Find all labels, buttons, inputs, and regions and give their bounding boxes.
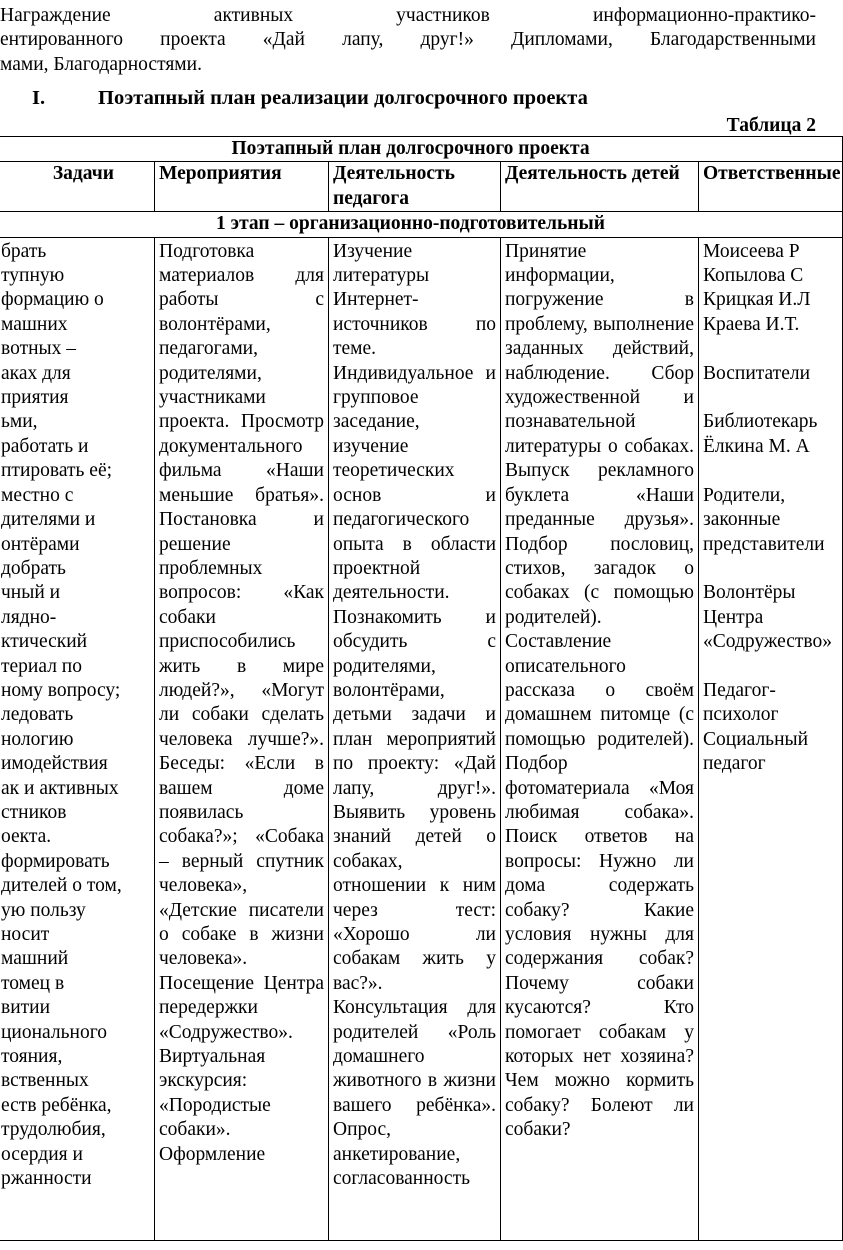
intro-line-2: ентированного проекта «Дай лапу, друг!» Дипломами, Благодарственными [0, 29, 816, 51]
cell-teacher-activity [329, 237, 501, 1240]
stage-1-label: 1 этап – организационно-подготовительный [0, 212, 843, 237]
cell-events [155, 237, 329, 1240]
responsible-text: Моисеева Р Копылова С Крицкая И.Л Краева И.Т. Воспитатели Библиотекарь Ёлкина М. А Родители, законные представители Волонтёры Центра «Содружество» Педагог- психолог Социальный педагог [703, 240, 832, 775]
stage-row [0, 212, 843, 237]
intro-line-1: Награждение активных участников информационно-практико- [0, 5, 816, 26]
table-title-row [0, 137, 843, 162]
cell-responsible [699, 237, 843, 1240]
table-title: Поэтапный план долгосрочного проекта [0, 137, 843, 162]
tasks-text: брать тупную формацию о машних вотных – аках для приятия ьми, работать и птировать её; местно с дителями и онтёрами добрать чный и лядно- ктический териал по ному вопросу; ледовать нологию имодействия ак и активных стников оекта. формировать дителей о том, ую пользу носит машний томец в витии ционального тояния, вственных еств ребёнка, трудолюбия, осердия и ржанности [1, 240, 122, 1190]
header-tasks: Задачи [0, 162, 155, 212]
plan-table [0, 136, 843, 1241]
header-responsible: Ответственные [699, 162, 843, 212]
children-activity-text: Принятие информации, погружение в проблему, выполнение заданных действий, наблюдение. Сбор художественной и познавательной литературы о собаках. Выпуск рекламного буклета «Наши преданные друзья». Подбор пословиц, стихов, загадок о собаках (с помощью родителей). Составление описательного рассказа о своём домашнем питомце (с помощью родителей). Подбор фотоматериала «Моя любимая собака». Поиск ответов на вопросы: Нужно ли дома содержать собаку? Какие условия нужны для содержания собак? Почему собаки кусаются? Кто помогает собакам у которых нет хозяина? Чем можно кормить собаку? Болеют ли собаки? [505, 240, 694, 1141]
events-text: Подготовка материалов для работы с волонтёрами, педагогами, родителями, участниками проекта. Просмотр документального фильма «Наши меньшие братья». Постановка и решение проблемных вопросов: «Как собаки приспособились жить в мире людей?», «Могут ли собаки сделать человека лучше?». Беседы: «Если в вашем доме появилась собака?»; «Собака – верный спутник человека», «Детские писатели о собаке в жизни человека». Посещение Центра передержки «Содружество». Виртуальная экскурсия: «Породистые собаки». Оформление [159, 240, 324, 1165]
teacher-activity-text: Изучение литературы Интернет-источников по теме. Индивидуальное и групповое заседание, изучение теоретических основ и педагогического опыта в области проектной деятельности. Познакомить и обсудить с родителями, волонтёрами, детьми задачи и план мероприятий по проекту: «Дай лапу, друг!». Выявить уровень знаний детей о собаках, отношении к ним через тест: «Хорошо ли собакам жить у вас?». Консультация для родителей «Роль домашнего животного в жизни вашего ребёнка». Опрос, анкетирование, согласованность [333, 240, 496, 1190]
cell-tasks [0, 237, 155, 1240]
header-children-activity: Деятельность детей [501, 162, 699, 212]
cell-children-activity [501, 237, 699, 1240]
section-title: Поэтапный план реализации долгосрочного проекта [98, 87, 588, 109]
header-teacher-activity: Деятельность педагога [329, 162, 501, 212]
table-number: Таблица 2 [726, 115, 816, 136]
intro-paragraph [0, 4, 816, 77]
stage-1-content-row [0, 237, 843, 1240]
header-events: Мероприятия [155, 162, 329, 212]
intro-line-3: мами, Благодарностями. [0, 53, 202, 75]
table-header-row [0, 162, 843, 212]
section-number: I. [32, 87, 46, 109]
